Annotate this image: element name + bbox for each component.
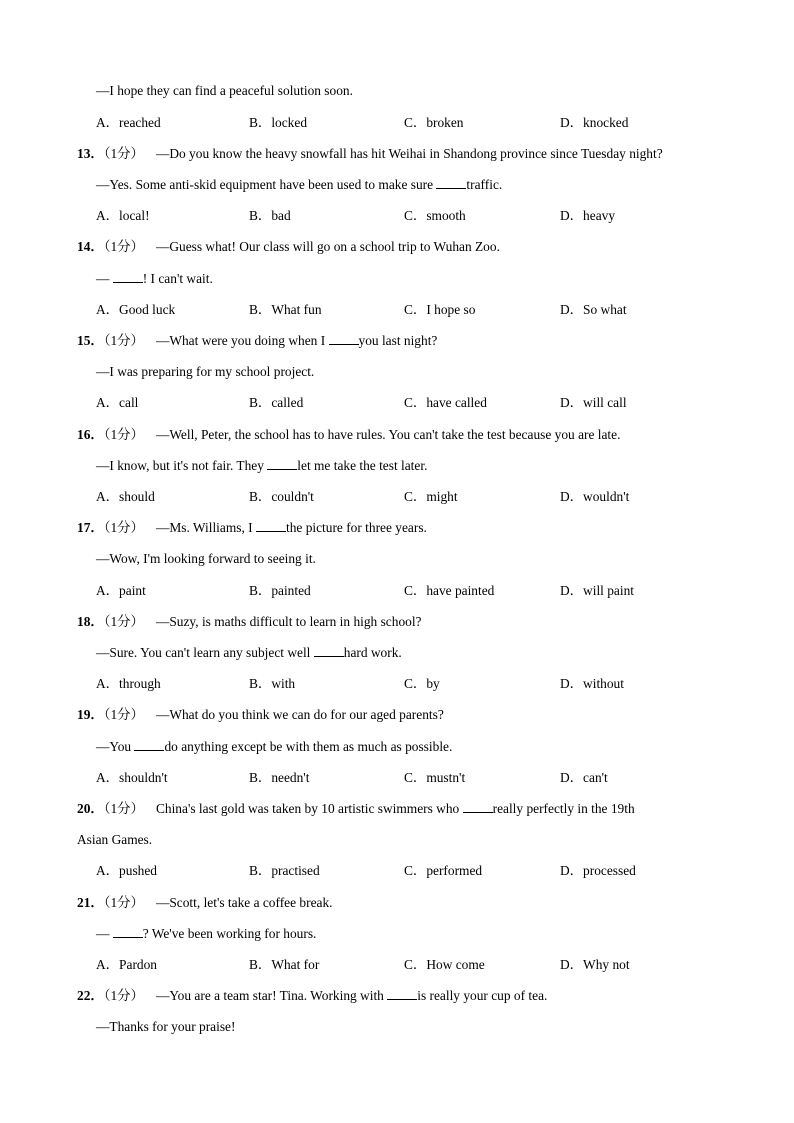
question-number: 20． <box>77 801 104 816</box>
answer-blank <box>267 457 297 470</box>
q17-response: —Wow, I'm looking forward to seeing it. <box>96 551 316 566</box>
text-before-blank: — <box>96 271 110 286</box>
question-number: 17． <box>77 520 104 535</box>
text-after-blank: you last night? <box>358 333 438 348</box>
question-number: 16． <box>77 427 104 442</box>
q12-response: —I hope they can find a peaceful solution soon. <box>96 83 353 98</box>
q17-option-c: C．have painted <box>404 583 495 598</box>
q18-response <box>96 644 402 662</box>
q12-option-c: C．broken <box>404 115 464 130</box>
question-text: —Suzy, is maths difficult to learn in high school? <box>155 614 422 629</box>
q21-option-a: A．Pardon <box>96 957 157 972</box>
text-before-blank: —You <box>96 739 132 754</box>
q19-option-d: D．can't <box>560 770 608 785</box>
question-text: —Well, Peter, the school has to have rules. You can't take the test because you are late. <box>155 427 621 442</box>
question-text: —What do you think we can do for our aged parents? <box>155 707 444 722</box>
question-number: 18． <box>77 614 104 629</box>
question-number: 21． <box>77 895 104 910</box>
q20-option-b: B．practised <box>249 863 320 878</box>
q17-option-a: A．paint <box>96 583 146 598</box>
q13-option-a: A．local! <box>96 208 150 223</box>
question-score: （1分） <box>103 239 144 254</box>
question-score: （1分） <box>103 801 144 816</box>
q15-option-b: B．called <box>249 395 304 410</box>
question-number: 14． <box>77 239 104 254</box>
q20-option-a: A．pushed <box>96 863 157 878</box>
answer-blank <box>463 800 493 813</box>
q15-option-d: D．will call <box>560 395 627 410</box>
question-score: （1分） <box>103 707 144 722</box>
answer-blank <box>436 176 466 189</box>
question-score: （1分） <box>103 146 144 161</box>
q16-option-a: A．should <box>96 489 155 504</box>
answer-blank <box>134 738 164 751</box>
q13-option-d: D．heavy <box>560 208 616 223</box>
question-score: （1分） <box>103 427 144 442</box>
text-before-blank: —Ms. Williams, I <box>155 520 253 535</box>
text-before-blank: —Sure. You can't learn any subject well <box>96 645 311 660</box>
question-text: —Do you know the heavy snowfall has hit Weihai in Shandong province since Tuesday night? <box>155 146 663 161</box>
text-after-blank: ? We've been working for hours. <box>142 926 317 941</box>
q13-option-c: C．smooth <box>404 208 466 223</box>
q21-option-d: D．Why not <box>560 957 630 972</box>
question-score: （1分） <box>103 988 144 1003</box>
text-before-blank: —You are a team star! Tina. Working with <box>155 988 384 1003</box>
q15-option-c: C．have called <box>404 395 487 410</box>
text-after-blank: do anything except be with them as much as possible. <box>164 739 453 754</box>
question-number: 15． <box>77 333 104 348</box>
text-before-blank: China's last gold was taken by 10 artistic swimmers who <box>155 801 460 816</box>
q16-response <box>96 457 427 475</box>
answer-blank <box>329 332 359 345</box>
question-number: 13． <box>77 146 104 161</box>
q19-question <box>77 706 444 724</box>
answer-blank <box>256 519 286 532</box>
q16-option-b: B．couldn't <box>249 489 314 504</box>
q15-question <box>77 332 437 350</box>
q14-option-c: C．I hope so <box>404 302 476 317</box>
q14-response <box>96 270 213 288</box>
text-after-blank: ! I can't wait. <box>142 271 213 286</box>
q19-option-b: B．needn't <box>249 770 310 785</box>
q12-option-b: B．locked <box>249 115 308 130</box>
q14-option-b: B．What fun <box>249 302 322 317</box>
q14-question <box>77 238 500 256</box>
question-number: 19． <box>77 707 104 722</box>
q18-question <box>77 613 422 631</box>
q12-option-a: A．reached <box>96 115 161 130</box>
q20-option-c: C．performed <box>404 863 483 878</box>
q19-option-c: C．mustn't <box>404 770 466 785</box>
answer-blank <box>113 270 143 283</box>
text-before-blank: —What were you doing when I <box>155 333 326 348</box>
q13-option-b: B．bad <box>249 208 291 223</box>
q15-option-a: A．call <box>96 395 139 410</box>
text-after-blank: is really your cup of tea. <box>417 988 548 1003</box>
question-text: —Guess what! Our class will go on a school trip to Wuhan Zoo. <box>155 239 500 254</box>
q19-response <box>96 738 452 756</box>
q12-option-d: D．knocked <box>560 115 629 130</box>
q21-option-c: C．How come <box>404 957 485 972</box>
text-after-blank: let me take the test later. <box>297 458 428 473</box>
text-after-blank: hard work. <box>343 645 402 660</box>
q18-option-a: A．through <box>96 676 161 691</box>
question-score: （1分） <box>103 333 144 348</box>
q13-question <box>77 145 663 163</box>
question-text: —Scott, let's take a coffee break. <box>155 895 333 910</box>
q20-question <box>77 800 635 818</box>
q14-option-d: D．So what <box>560 302 627 317</box>
question-score: （1分） <box>103 614 144 629</box>
q17-option-b: B．painted <box>249 583 311 598</box>
q22-question <box>77 987 547 1005</box>
answer-blank <box>387 987 417 1000</box>
question-score: （1分） <box>103 520 144 535</box>
q21-response <box>96 925 316 943</box>
text-before-blank: —I know, but it's not fair. They <box>96 458 264 473</box>
text-before-blank: — <box>96 926 110 941</box>
q21-question <box>77 894 333 912</box>
q15-response: —I was preparing for my school project. <box>96 364 315 379</box>
q18-option-b: B．with <box>249 676 296 691</box>
text-after-blank: really perfectly in the 19th <box>492 801 635 816</box>
q20-option-d: D．processed <box>560 863 636 878</box>
answer-blank <box>314 644 344 657</box>
q22-response: —Thanks for your praise! <box>96 1019 236 1034</box>
q18-option-d: D．without <box>560 676 624 691</box>
q14-option-a: A．Good luck <box>96 302 176 317</box>
q18-option-c: C．by <box>404 676 440 691</box>
q17-question <box>77 519 427 537</box>
q16-option-d: D．wouldn't <box>560 489 630 504</box>
question-score: （1分） <box>103 895 144 910</box>
q13-response <box>96 176 502 194</box>
q16-question <box>77 426 620 444</box>
q20-question-continued: Asian Games. <box>77 832 153 847</box>
q17-option-d: D．will paint <box>560 583 635 598</box>
question-number: 22． <box>77 988 104 1003</box>
q21-option-b: B．What for <box>249 957 320 972</box>
q16-option-c: C．might <box>404 489 458 504</box>
answer-blank <box>113 925 143 938</box>
text-after-blank: the picture for three years. <box>285 520 427 535</box>
text-after-blank: traffic. <box>466 177 503 192</box>
q19-option-a: A．shouldn't <box>96 770 168 785</box>
text-before-blank: —Yes. Some anti-skid equipment have been used to make sure <box>96 177 434 192</box>
